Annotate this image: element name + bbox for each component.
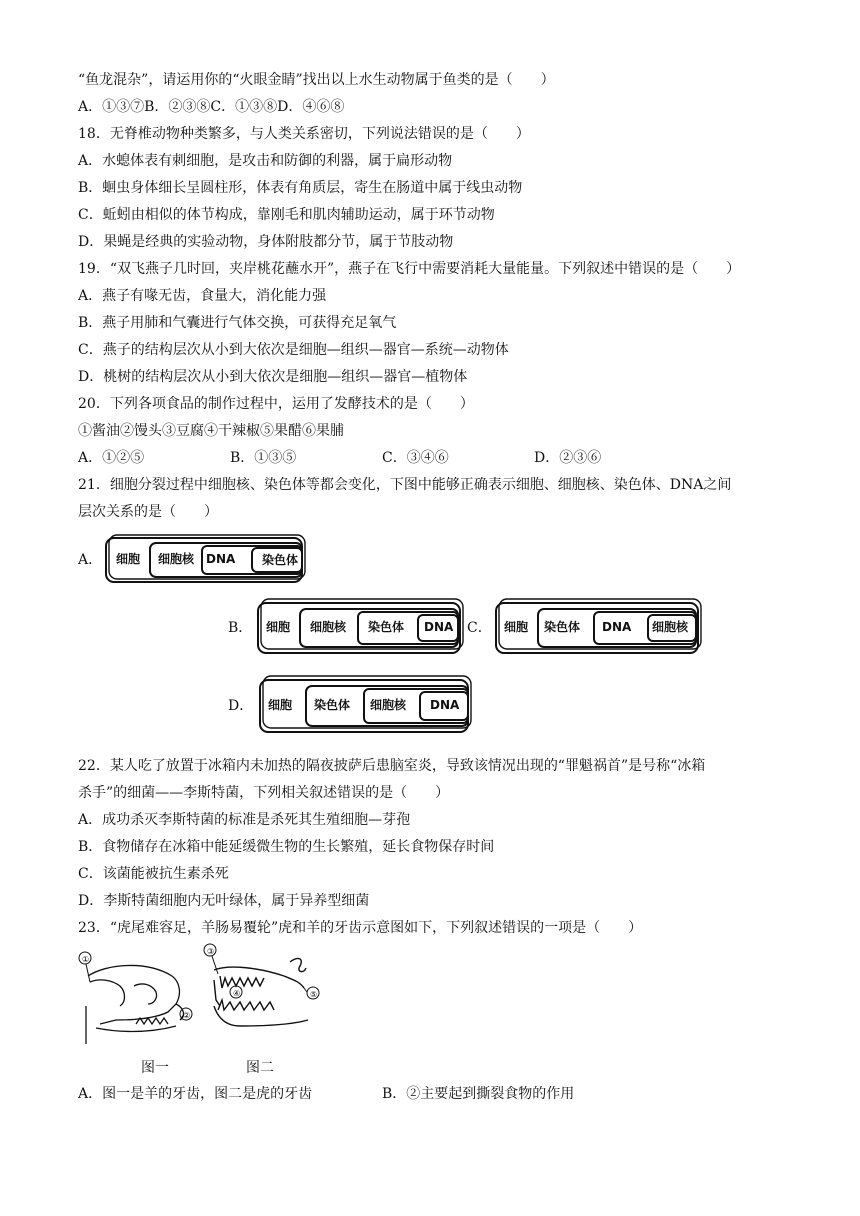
box-label: 细胞	[116, 552, 141, 566]
q20-option-a: A．①②⑤	[78, 450, 145, 466]
q19-stem: 19．“双飞燕子几时回，夹岸桃花蘸水开”，燕子在飞行中需要消耗大量能量。下列叙述中错误的是（ ）	[78, 261, 741, 277]
fig2-caption: 图二	[246, 1060, 274, 1076]
q18-option-d: D．果蝇是经典的实验动物，身体附肢都分节，属于节肢动物	[78, 234, 454, 250]
marker-label: ③	[207, 947, 215, 956]
box-label: DNA	[602, 620, 632, 634]
q21-stem: 21．细胞分裂过程中细胞核、染色体等都会变化，下图中能够正确表示细胞、细胞核、染色体、DNA之间	[78, 477, 732, 493]
box-label: 染色体	[368, 620, 405, 634]
q18-option-a: A．水螅体表有刺细胞，是攻击和防御的利器，属于扁形动物	[78, 153, 453, 169]
q18-option-c: C．蚯蚓由相似的体节构成，靠刚毛和肌肉辅助运动，属于环节动物	[78, 207, 495, 223]
marker-label: ⑤	[310, 990, 318, 999]
box-label: DNA	[206, 552, 236, 566]
q22-option-b: B．食物储存在冰箱中能延缓微生物的生长繁殖，延长食物保存时间	[78, 839, 495, 855]
q22-option-d: D．李斯特菌细胞内无叶绿体，属于异养型细菌	[78, 893, 370, 909]
box-label: 细胞核	[652, 620, 689, 634]
q22-stem: 22．某人吃了放置于冰箱内未加热的隔夜披萨后患脑室炎，导致该情况出现的“罪魁祸首”是号称“冰箱	[78, 758, 706, 774]
q21-diagram-c	[492, 597, 704, 659]
q19-option-d: D．桃树的结构层次从小到大依次是细胞—组织—器官—植物体	[78, 369, 468, 385]
q21-diagram-a	[102, 533, 308, 589]
box-label: 细胞	[266, 620, 291, 634]
q21-diagram-b	[254, 597, 466, 659]
q23-figure-two	[200, 940, 332, 1044]
marker-label: ②	[183, 1011, 191, 1020]
q17-stem-tail: “鱼龙混杂”，请运用你的“火眼金睛”找出以上水生动物属于鱼类的是（ ）	[78, 72, 555, 88]
q18-option-b: B．蛔虫身体细长呈圆柱形，体表有角质层，寄生在肠道中属于线虫动物	[78, 180, 523, 196]
box-label: 细胞核	[370, 698, 407, 712]
q21-diagram-d	[256, 674, 474, 738]
box-label: 细胞核	[158, 552, 195, 566]
q19-option-c: C．燕子的结构层次从小到大依次是细胞—组织—器官—系统—动物体	[78, 342, 509, 358]
q21-label-b: B．	[228, 620, 253, 636]
q21-stem-cont: 层次关系的是（ ）	[78, 504, 218, 520]
box-label: 染色体	[544, 620, 581, 634]
q20-option-c: C．③④⑥	[382, 450, 449, 466]
q21-label-a: A．	[78, 552, 103, 568]
q17-options: A．①③⑦B．②③⑧C．①③⑧D．④⑥⑧	[78, 99, 345, 115]
marker-label: ①	[82, 955, 90, 964]
q22-option-a: A．成功杀灭李斯特菌的标准是杀死其生殖细胞—芽孢	[78, 812, 411, 828]
q23-option-b: B．②主要起到撕裂食物的作用	[382, 1086, 575, 1102]
q21-label-d: D．	[228, 698, 254, 714]
q20-option-b: B．①③⑤	[230, 450, 297, 466]
box-label: 细胞	[268, 698, 293, 712]
q23-stem: 23．“虎尾难容足，羊肠易覆轮”虎和羊的牙齿示意图如下，下列叙述错误的一项是（ ）	[78, 920, 643, 936]
box-label: DNA	[424, 620, 454, 634]
q19-option-a: A．燕子有喙无齿，食量大，消化能力强	[78, 288, 327, 304]
q20-option-d: D．②③⑥	[534, 450, 602, 466]
q18-stem: 18．无脊椎动物种类繁多，与人类关系密切，下列说法错误的是（ ）	[78, 126, 530, 142]
q22-stem-cont: 杀手”的细菌——李斯特菌，下列相关叙述错误的是（ ）	[78, 785, 450, 801]
q22-option-c: C．该菌能被抗生素杀死	[78, 866, 229, 882]
q19-option-b: B．燕子用肺和气囊进行气体交换，可获得充足氧气	[78, 315, 397, 331]
q21-label-c: C．	[467, 620, 492, 636]
q20-stem: 20．下列各项食品的制作过程中，运用了发酵技术的是（ ）	[78, 396, 474, 412]
box-label: 染色体	[314, 698, 351, 712]
fig1-caption: 图一	[141, 1060, 169, 1076]
marker-label: ④	[233, 989, 241, 998]
box-label: DNA	[430, 698, 460, 712]
box-label: 细胞	[504, 620, 529, 634]
box-label: 染色体	[262, 553, 299, 567]
q20-items: ①酱油②馒头③豆腐④干辣椒⑤果醋⑥果脯	[78, 423, 344, 439]
q23-option-a: A．图一是羊的牙齿，图二是虎的牙齿	[78, 1086, 313, 1102]
box-label: 细胞核	[310, 620, 347, 634]
q23-figure-one	[76, 946, 194, 1050]
